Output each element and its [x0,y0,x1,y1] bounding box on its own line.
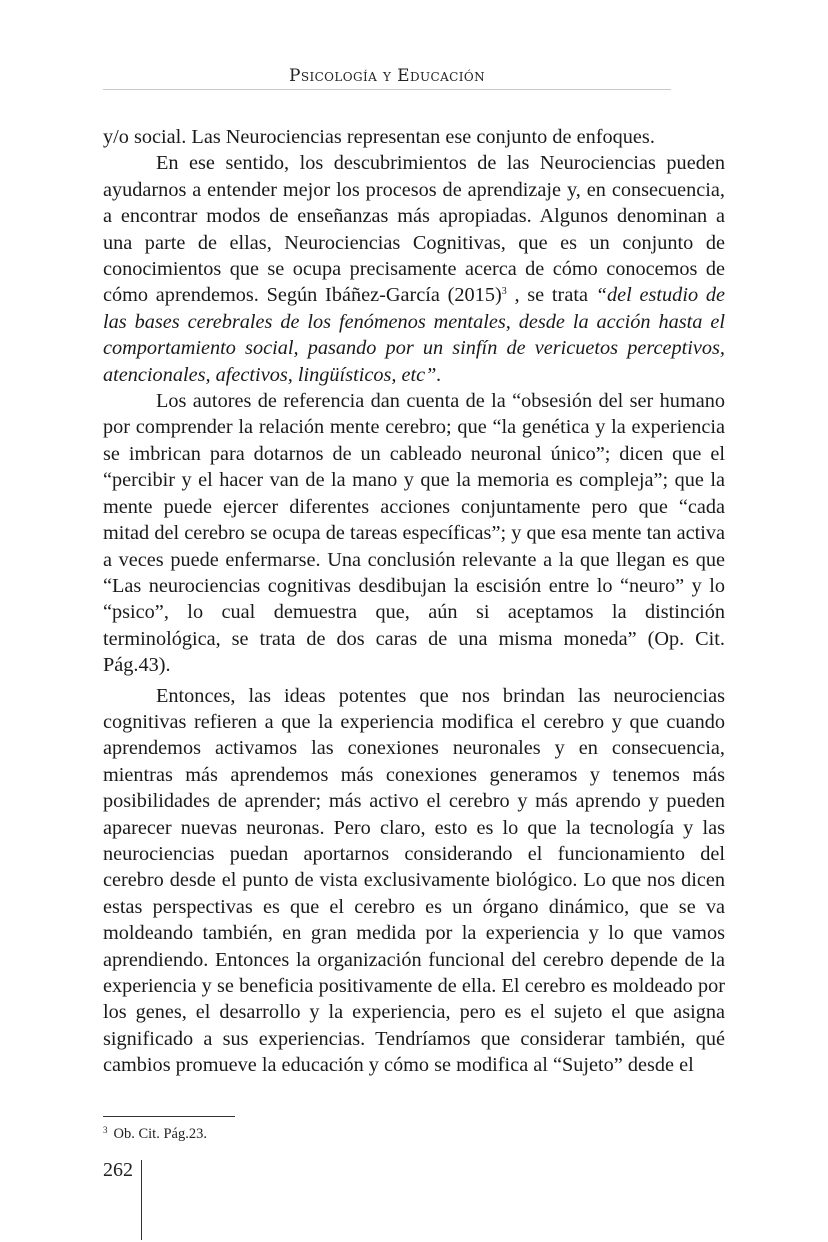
italic-quotation: “del estudio de las bases cerebrales de los fenómenos mentales, desde la acción hasta el comportamiento social, pasando por un sinfín de vericuetos perceptivos, atencionales, afectivos, lingüísticos, etc”. [103,284,725,386]
paragraph-neurosciences [103,150,725,388]
paragraph-connector: , se trata [506,284,596,307]
page-number: 262 [103,1159,133,1181]
page-number-rule [141,1160,142,1240]
running-header: Psicología y Educación [289,66,485,86]
paragraph-continuation: y/o social. Las Neurociencias representan ese conjunto de enfoques. [103,126,655,148]
footnote-number: 3 [103,1125,108,1135]
footnote-divider [103,1116,235,1117]
footnote-text: Ob. Cit. Pág.23. [113,1126,207,1142]
footnote-reference[interactable]: 3 [501,286,507,298]
paragraph-ideas: Entonces, las ideas potentes que nos brindan las neurociencias cognitivas refieren a que la experiencia modifica el cerebro y que cuando aprendemos activamos las conexiones neuronales y en consecuencia, mientras más aprendemos más conexiones generamos y tenemos más posibilidades de aprender; más activo el cerebro y más aprendo y pueden aparecer nuevas neuronas. Pero claro, esto es lo que la tecnología y las neurociencias puedan aportarnos considerando el funcionamiento del cerebro desde el punto de vista exclusivamente biológico. Lo que nos dicen estas perspectivas es que el cerebro es un órgano dinámico, que se va moldeando también, en gran medida por la experiencia y lo que vamos aprendiendo. Entonces la organización funcional del cerebro depende de la experiencia y se beneficia positivamente de ella. El cerebro es moldeado por los genes, el desarrollo y la experiencia, pero es el sujeto el que asigna significado a sus experiencias. Tendríamos que considerar también, qué cambios promueve la educación y cómo se modifica al “Sujeto” desde el [103,684,725,1077]
paragraph-authors: Los autores de referencia dan cuenta de la “obsesión del ser humano por comprender la relación mente cerebro; que “la genética y la experiencia se imbrican para dotarnos de un cableado neuronal único”; dicen que el “percibir y el hacer van de la mano y que la memoria es compleja”; que la mente puede ejercer diferentes acciones conjuntamente pero que “cada mitad del cerebro se ocupa de tareas específicas”; y que esa mente tan activa a veces puede enfermarse. Una conclusión relevante a la que llegan es que “Las neurociencias cognitivas desdibujan la escisión entre lo “neuro” y lo “psico”, lo cual demuestra que, aún si aceptamos la distinción terminológica, se trata de dos caras de una misma moneda” (Op. Cit. Pág.43). [103,390,725,677]
main-text [103,124,725,1079]
header-divider [103,89,671,90]
footnote [103,1125,207,1143]
paragraph-text: En ese sentido, los descubrimientos de las Neurociencias pueden ayudarnos a entender mejor los procesos de aprendizaje y, en consecuencia, a encontrar modos de enseñanzas más apropiadas. Algunos denominan a una parte de ellas, Neurociencias Cognitivas, que es un conjunto de conocimientos que se ocupa precisamente acerca de cómo conocemos de cómo aprendemos. Según Ibáñez-García (2015) [103,152,725,307]
